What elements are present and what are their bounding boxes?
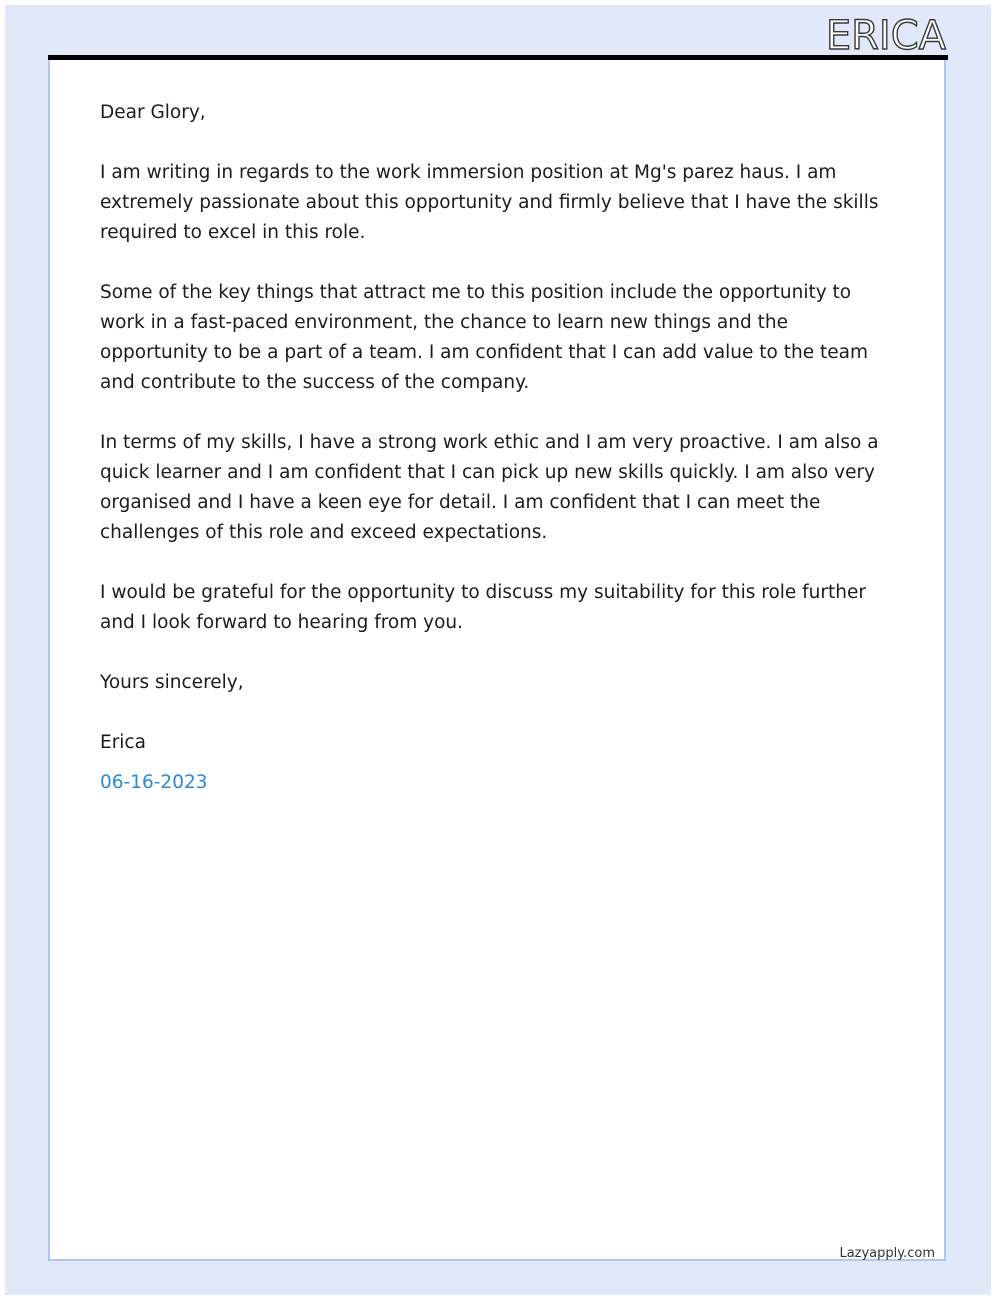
letter-paragraph-4: I would be grateful for the opportunity to discuss my suitability for this role further and I look forward to hearing from you. xyxy=(100,582,866,633)
header-name: ERICA xyxy=(825,13,946,59)
letter-closing: Yours sincerely, xyxy=(100,672,244,693)
footer-brand: Lazyapply.com xyxy=(839,1246,935,1261)
header-rule xyxy=(48,55,948,60)
letter-paragraph-1: I am writing in regards to the work immersion position at Mg's parez haus. I am extremely passionate about this opportunity and firmly believe that I have the skills required to excel in this role. xyxy=(100,162,879,243)
letter-paragraph-3: In terms of my skills, I have a strong work ethic and I am very proactive. I am also a quick learner and I am confident that I can pick up new skills quickly. I am also very organised and I have a keen eye for detail. I am confident that I can meet the challenges of this role and exceed expectations. xyxy=(100,432,879,543)
letter-date: 06-16-2023 xyxy=(100,772,208,793)
letter-paragraph-2: Some of the key things that attract me to this position include the opportunity to work in a fast-paced environment, the chance to learn new things and the opportunity to be a part of a team. I am confident that I can add value to the team and contribute to the success of the company. xyxy=(100,282,868,393)
letter-body xyxy=(100,98,900,798)
letter-signature: Erica xyxy=(100,732,146,753)
letter-greeting: Dear Glory, xyxy=(100,102,206,123)
